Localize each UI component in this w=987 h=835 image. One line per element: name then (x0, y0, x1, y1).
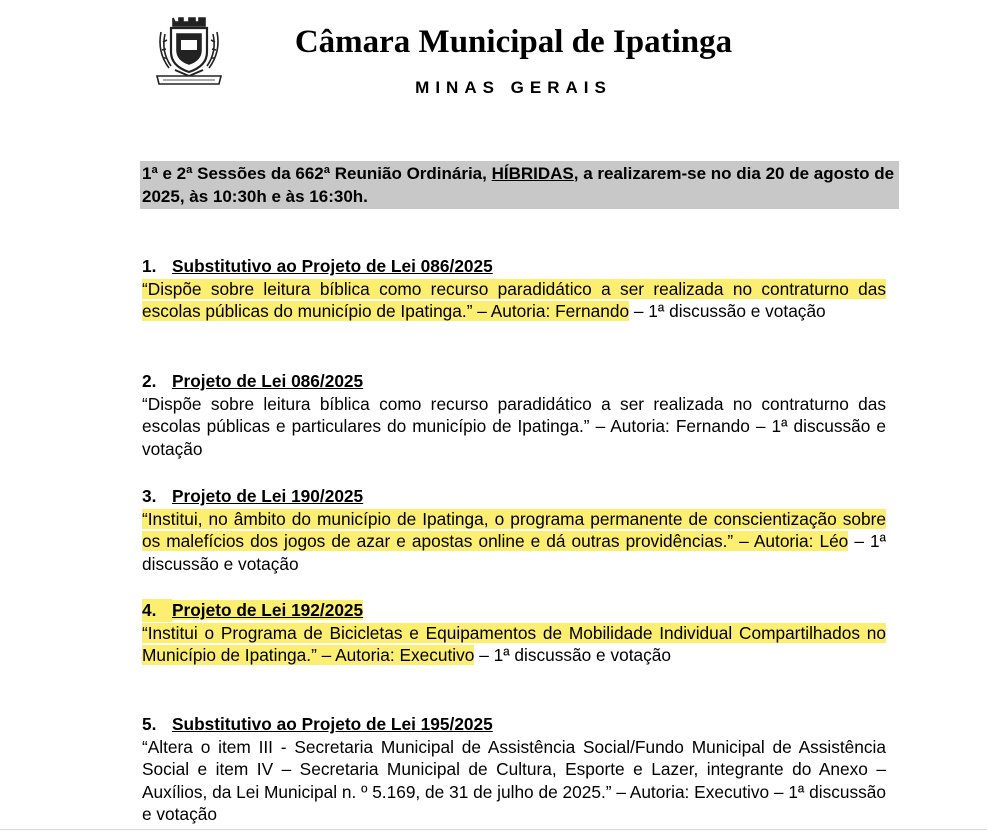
session-hibridas: HÍBRIDAS (491, 164, 574, 183)
item-title: Projeto de Lei 086/2025 (172, 371, 364, 391)
item-status: – 1ª discussão e votação (629, 301, 826, 321)
item-description: “Altera o item III - Secretaria Municipal de Assistência Social/Fundo Municipal de Assistência Social e item IV – Secretaria Municipal de Cultura, Esporte e Lazer, integrante do Anexo – Auxílios, da Lei Municipal n. º 5.169, de 31 de julho de 2025.” – Autoria: Executivo – 1ª discussão e votação (142, 736, 886, 824)
item-number: 5. (142, 714, 157, 734)
item-title: Substitutivo ao Projeto de Lei 086/2025 (172, 256, 493, 276)
agenda-item-3 (142, 485, 886, 575)
item-description-highlighted: “Dispõe sobre leitura bíblica como recurso paradidático a ser realizada no contraturno das escolas públicas do município de Ipatinga.” – Autoria: Fernando (142, 278, 886, 321)
item-number: 1. (142, 256, 157, 276)
item-number: 4. (142, 599, 172, 622)
agenda-item-5 (142, 713, 886, 826)
item-title: Substitutivo ao Projeto de Lei 195/2025 (172, 714, 493, 734)
item-status: – 1ª discussão e votação (142, 531, 886, 574)
item-number: 3. (142, 486, 157, 506)
item-title: Projeto de Lei 190/2025 (172, 486, 364, 506)
item-description-highlighted: “Institui o Programa de Bicicletas e Equipamentos de Mobilidade Individual Compartilhados no Município de Ipatinga.” – Autoria: Executivo (142, 622, 886, 665)
item-number: 2. (142, 371, 157, 391)
item-status: – 1ª discussão e votação (474, 645, 671, 665)
agenda-item-4 (142, 599, 886, 667)
item-description-highlighted: “Institui, no âmbito do município de Ipatinga, o programa permanente de conscientização sobre os malefícios dos jogos de azar e apostas online e dá outras providências.” – Autoria: Léo (142, 508, 886, 551)
agenda-item-2 (142, 370, 886, 460)
page-title: Câmara Municipal de Ipatinga (294, 24, 733, 60)
page-bottom-divider (0, 829, 987, 830)
session-text-part1: 1ª e 2ª Sessões da 662ª Reunião Ordinária, (142, 164, 492, 183)
agenda-item-1 (142, 255, 886, 323)
state-subtitle: MINAS GERAIS (415, 78, 612, 97)
item-title: Projeto de Lei 192/2025 (172, 600, 364, 620)
session-text-part2: , a realizarem-se no dia 20 de agosto de 2025, às 10:30h e às 16:30h. (142, 164, 895, 206)
item-description: “Dispõe sobre leitura bíblica como recurso paradidático a ser realizada no contraturno das escolas públicas e particulares do município de Ipatinga.” – Autoria: Fernando – 1ª discussão e votação (142, 393, 886, 459)
session-banner (140, 161, 899, 209)
